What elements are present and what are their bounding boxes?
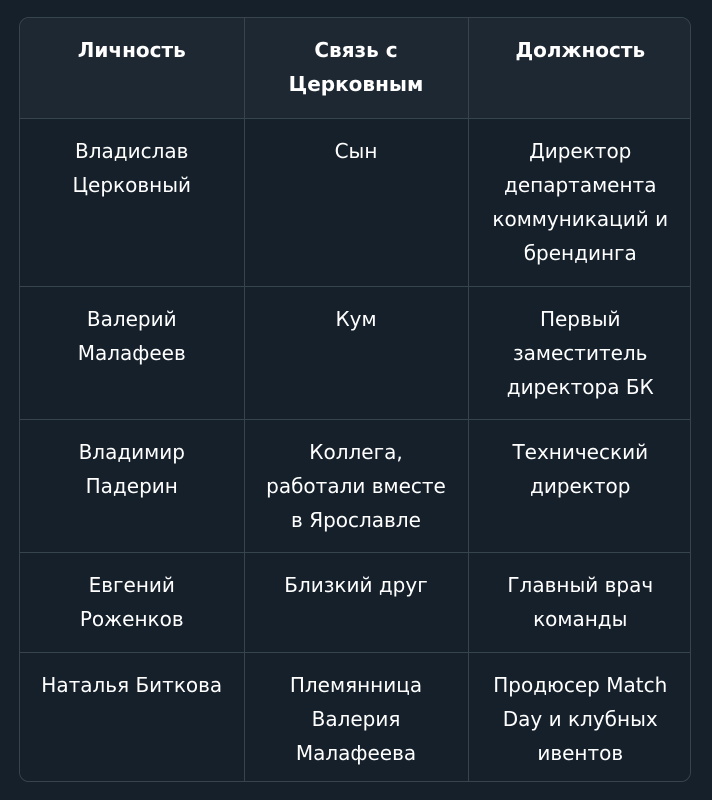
table-row xyxy=(20,419,691,552)
table-header xyxy=(20,18,691,118)
table-row xyxy=(20,552,691,652)
header-position: Должность xyxy=(468,18,691,118)
cell-person: Наталья Биткова xyxy=(20,652,244,782)
cell-person: Владислав Церковный xyxy=(20,118,244,286)
header-relation: Связь с Церковным xyxy=(244,18,468,118)
cell-relation: Сын xyxy=(244,118,468,286)
cell-relation: Коллега, работали вместе в Ярославле xyxy=(244,419,468,552)
cell-person: Валерий Малафеев xyxy=(20,286,244,419)
cell-relation: Племянница Валерия Малафеева xyxy=(244,652,468,782)
persons-table-card xyxy=(19,17,691,782)
cell-position: Продюсер Match Day и клубных ивентов xyxy=(468,652,691,782)
persons-table xyxy=(20,18,691,782)
table-row xyxy=(20,118,691,286)
table-row xyxy=(20,286,691,419)
cell-position: Первый заместитель директора БК xyxy=(468,286,691,419)
header-row xyxy=(20,18,691,118)
cell-relation: Близкий друг xyxy=(244,552,468,652)
header-person: Личность xyxy=(20,18,244,118)
cell-position: Главный врач команды xyxy=(468,552,691,652)
table-row xyxy=(20,652,691,782)
cell-person: Евгений Роженков xyxy=(20,552,244,652)
cell-position: Технический директор xyxy=(468,419,691,552)
cell-person: Владимир Падерин xyxy=(20,419,244,552)
cell-relation: Кум xyxy=(244,286,468,419)
cell-position: Директор департамента коммуникаций и брендинга xyxy=(468,118,691,286)
table-body xyxy=(20,118,691,782)
